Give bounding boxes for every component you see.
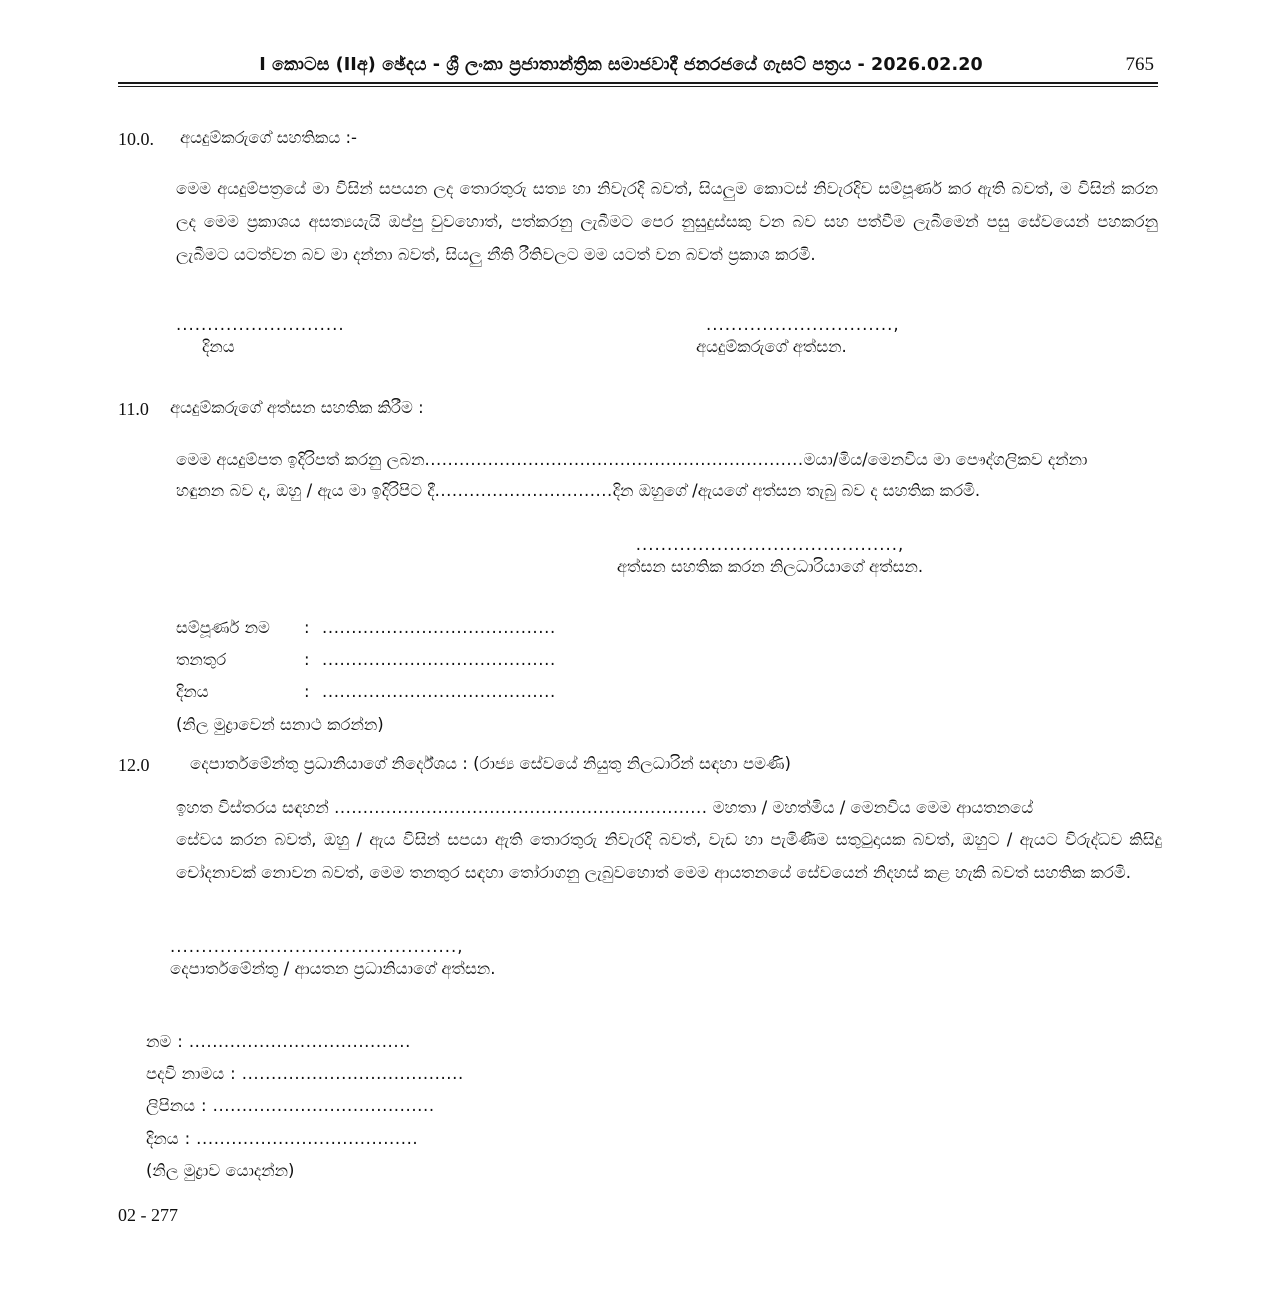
department-head-signature-group xyxy=(170,938,870,983)
certifying-officer-dotted-line: .........................................., xyxy=(635,535,905,554)
field-colon: : xyxy=(201,1096,207,1116)
section-11-line-1 xyxy=(176,444,1166,475)
field-label-designation: තනතුර xyxy=(176,650,227,670)
field-value-date[interactable]: ........................................ xyxy=(322,682,556,702)
certifying-officer-signature-group xyxy=(420,536,1120,581)
section-10-paragraph: මෙම අයදුම්පත්‍රයේ මා විසින් සපයන ලද තොරතුරු සත්‍ය හා නිවැරදි බවත්, සියලුම කොටස් නිවැරදිව සම්පූර්ණ කර ඇති බවත්, ම විසින් කරන ලද මෙම ප්‍රකාශය අසත්‍යයැයි ඔප්පු වුවහොත්, පත්කරනු ලැබීමට පෙර නුසුදුස්සකු වන බව සහ පත්වීම ලැබීමෙන් පසු සේවයෙන් පහකරනු ලැබීමට යටත්වන බව මා දන්නා බවත්, සියලු නීති රීතිවලට මම යටත් වන බවත් ප්‍රකාශ කරමි. xyxy=(176,179,1158,264)
field-row xyxy=(176,676,736,708)
section-12-heading xyxy=(118,748,1158,782)
section-11-line2-text-b: දින ඔහුගේ /ඇයගේ අත්සන තැබු බව ද සහතික කරමි. xyxy=(612,481,981,501)
section-12-number: 12.0 xyxy=(118,755,150,775)
field-label-title: පදවි නාමය xyxy=(146,1064,225,1084)
field-label-full-name: සම්පූර්ණ නම xyxy=(176,618,270,637)
section-12-paragraph xyxy=(176,792,1162,889)
section-12-line1-text-a: ඉහත විස්තරය සඳහන් xyxy=(176,798,329,817)
field-row xyxy=(146,1026,706,1058)
field-row xyxy=(146,1090,706,1122)
section-11-line2-dots: ............................... xyxy=(434,481,613,501)
header-divider xyxy=(118,82,1158,87)
section-11-line-2 xyxy=(176,475,1166,506)
section-11-heading xyxy=(118,392,1158,426)
section-11-line1-text-a: මෙම අයදුම්පත ඉදිරිපත් කරනු ලබන xyxy=(176,450,425,469)
field-value-designation[interactable]: ........................................ xyxy=(322,650,556,670)
field-row xyxy=(176,612,736,644)
section-11-paragraph xyxy=(176,444,1166,507)
official-seal-note-12: (නිල මුද්‍රාව යොදන්න) xyxy=(146,1160,295,1180)
section-10-title: අයදුම්කරුගේ සහතිකය :- xyxy=(180,128,357,147)
field-row xyxy=(176,644,736,676)
header-row xyxy=(118,54,1158,76)
page-header xyxy=(118,54,1158,87)
section-11-line2-text-a: හඳුනන බව ද, ඔහු / ඇය මා ඉදිරිපිට දී xyxy=(176,481,435,501)
field-label-name: නම xyxy=(146,1032,172,1051)
field-value-full-name[interactable]: ........................................ xyxy=(322,618,556,637)
section-11-title: අයදුම්කරුගේ අත්සන සහතික කිරීම : xyxy=(170,398,424,417)
applicant-signature-label: අයදුම්කරුගේ අත්සන. xyxy=(696,337,847,357)
footer-reference: 02 - 277 xyxy=(118,1205,178,1225)
section-12-line-1 xyxy=(176,792,1162,823)
section-12-line1-dots: ................................................................. xyxy=(334,798,708,817)
field-value-title[interactable]: ...................................... xyxy=(241,1064,464,1084)
date-signature-group xyxy=(176,316,696,361)
field-colon: : xyxy=(304,682,310,702)
section-12-line1-text-b: මහතා / මහත්මිය / මෙනවිය මෙම ආයතනයේ xyxy=(712,798,1034,817)
section-12-paragraph-rest: සේවය කරන බවත්, ඔහු / ඇය විසින් සපයා ඇති තොරතුරු නිවැරදි බවත්, වැඩ හා පැමිණීම සතුටුදායක බවත්, ඔහුට / ඇයට විරුද්ධව කිසිදු චෝදනාවක් නොවන බවත්, මෙම තනතුර සඳහා තෝරාගනු ලැබුවහොත් මෙම ආයතනයේ සේවයෙන් නිදහස් කළ හැකි බවත් සහතික කරමි. xyxy=(176,830,1162,883)
section-10-heading xyxy=(118,122,1158,156)
department-head-dotted-line: .............................................., xyxy=(170,937,464,956)
field-label-date-12: දිනය xyxy=(146,1128,179,1148)
field-label-address: ලිපිනය xyxy=(146,1096,196,1116)
field-value-date-12[interactable]: ...................................... xyxy=(196,1128,419,1148)
department-head-fields xyxy=(146,1026,706,1187)
applicant-signature-group xyxy=(696,316,1096,361)
field-colon: : xyxy=(230,1064,236,1084)
section-11-line1-text-b: මයා/මිය/මෙනවිය මා පෞද්ගලිකව දන්නා xyxy=(803,450,1088,469)
page-number: 765 xyxy=(1125,54,1154,75)
field-colon: : xyxy=(304,650,310,670)
date-dotted-line: ........................... xyxy=(176,315,345,334)
certifying-officer-signature-label: අත්සන සහතික කරන නිලධාරියාගේ අත්සන. xyxy=(616,557,924,577)
field-label-date: දිනය xyxy=(176,682,209,702)
official-seal-note-11: (නිල මුද්‍රාවෙන් සනාථ කරන්න) xyxy=(176,714,384,734)
section-10-signature-area xyxy=(176,316,1158,361)
section-11-line1-dots: .................................................................. xyxy=(424,450,804,469)
page-title: I කොටස (IIඅ) ඡේදය - ශ්‍රී ලංකා ප්‍රජාතාන්ත්‍රික සමාජවාදී ජනරජයේ ගැසට් පත්‍රය - 2026.02.20 xyxy=(259,55,983,75)
date-label: දිනය xyxy=(202,337,235,357)
certifying-officer-fields xyxy=(176,612,736,741)
section-10-number: 10.0. xyxy=(118,129,154,149)
section-12-title: දෙපාර්තමේන්තු ප්‍රධානියාගේ නිර්දේශය : (රාජ්‍ය සේවයේ නියුතු නිලධාරින් සඳහා පමණි) xyxy=(190,754,791,773)
field-colon: : xyxy=(177,1032,183,1051)
field-row xyxy=(146,1058,706,1090)
field-row xyxy=(146,1123,706,1155)
section-11-number: 11.0 xyxy=(118,399,149,419)
field-value-address[interactable]: ...................................... xyxy=(212,1096,435,1116)
department-head-signature-label: දෙපාර්තමේන්තු / ආයතන ප්‍රධානියාගේ අත්සන. xyxy=(170,959,496,979)
applicant-signature-dotted-line: .............................., xyxy=(706,315,900,334)
field-value-name[interactable]: ...................................... xyxy=(188,1032,411,1051)
field-colon: : xyxy=(304,618,310,637)
field-colon: : xyxy=(184,1128,191,1148)
